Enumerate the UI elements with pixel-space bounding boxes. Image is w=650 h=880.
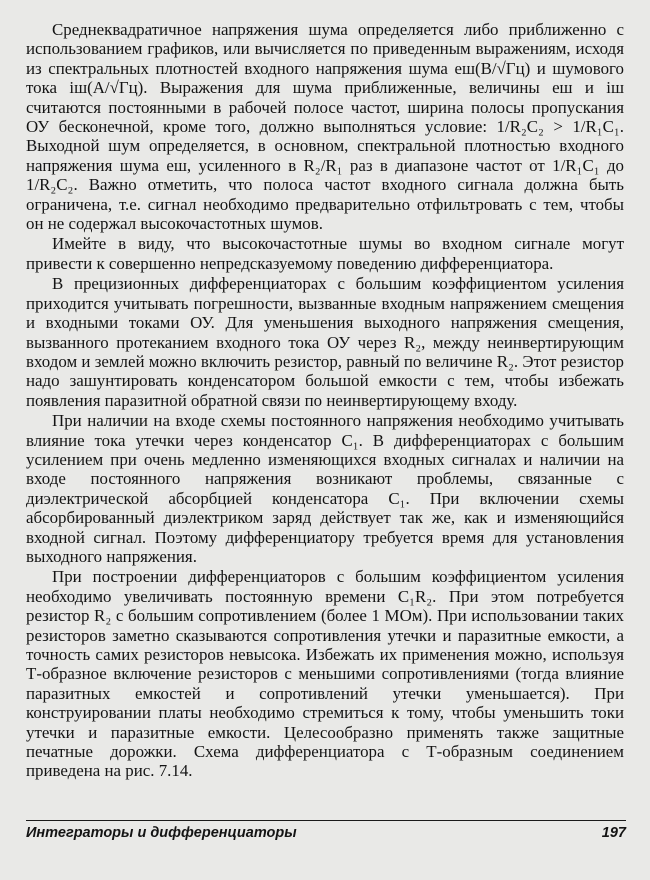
paragraph-noise-rms: Среднеквадратичное напряжения шума определяется либо приближенно с использованием графиков, или вычисляется по приведенным выражениям, исходя из спектральных плотностей входного напряжения шума eш(В/√Гц) и шумового тока iш(А/√Гц). Выражения для шума приближенные, величины eш и iш считаются постоянными в рабочей полосе частот, ширина полосы пропускания ОУ бесконечной, кроме того, должно выполняться условие: 1/R₂C₂ > 1/R₁C₁. Выходной шум определяется, в основном, спектральной плотностью входного напряжения шума eш, усиленного в R₂/R₁ раз в диапазоне частот от 1/R₁C₁ до 1/R₂C₂. Важно отметить, что полоса частот входного сигнала должна быть ограничена, т.е. сигнал необходимо предварительно отфильтровать с тем, чтобы он не содержал высокочастотных шумов. xyxy=(26,20,624,234)
page-footer xyxy=(26,820,626,841)
paragraph-t-network: При построении дифференциаторов с большим коэффициентом усиления необходимо увеличивать постоянную времени C₁R₂. При этом потребуется резистор R₂ с большим сопротивлением (более 1 МОм). При использовании таких резисторов заметно сказываются сопротивления утечки и паразитные емкости, а точность самих резисторов невысока. Избежать их применения можно, используя Т-образное включение резисторов с меньшими сопротивлениями (тогда влияние паразитных емкостей и сопротивлений утечки уменьшается). При конструировании платы необходимо стремиться к тому, чтобы уменьшить токи утечки и паразитные емкости. Целесообразно применять также защитные печатные дорожки. Схема дифференциатора с Т-образным соединением приведена на рис. 7.14. xyxy=(26,567,624,781)
paragraph-dc-leakage: При наличии на входе схемы постоянного напряжения необходимо учитывать влияние тока утечки через конденсатор C₁. В дифференциаторах с большим усилением при очень медленно изменяющихся входных сигналах и наличии на входе постоянного напряжения возникают проблемы, связанные с диэлектрической абсорбцией конденсатора C₁. При включении схемы абсорбированный диэлектриком заряд действует так же, как и изменяющийся входной сигнал. Поэтому дифференциатору требуется время для установления выходного напряжения. xyxy=(26,411,624,566)
page-number: 197 xyxy=(601,825,626,841)
paragraph-hf-noise-warning: Имейте в виду, что высокочастотные шумы во входном сигнале могут привести к совершенно непредсказуемому поведению дифференциатора. xyxy=(26,234,624,273)
paragraph-precision-offset: В прецизионных дифференциаторах с большим коэффициентом усиления приходится учитывать погрешности, вызванные входным напряжением смещения и входными токами ОУ. Для уменьшения выходного напряжения смещения, вызванного протеканием входного тока ОУ через R₂, между неинвертирующим входом и землей можно включить резистор, равный по величине R₂. Этот резистор надо зашунтировать конденсатором большой емкости с тем, чтобы избежать появления паразитной обратной связи по неинвертирующему входу. xyxy=(26,274,624,410)
running-chapter-title: Интеграторы и дифференциаторы xyxy=(26,825,297,841)
body-text xyxy=(26,20,624,781)
